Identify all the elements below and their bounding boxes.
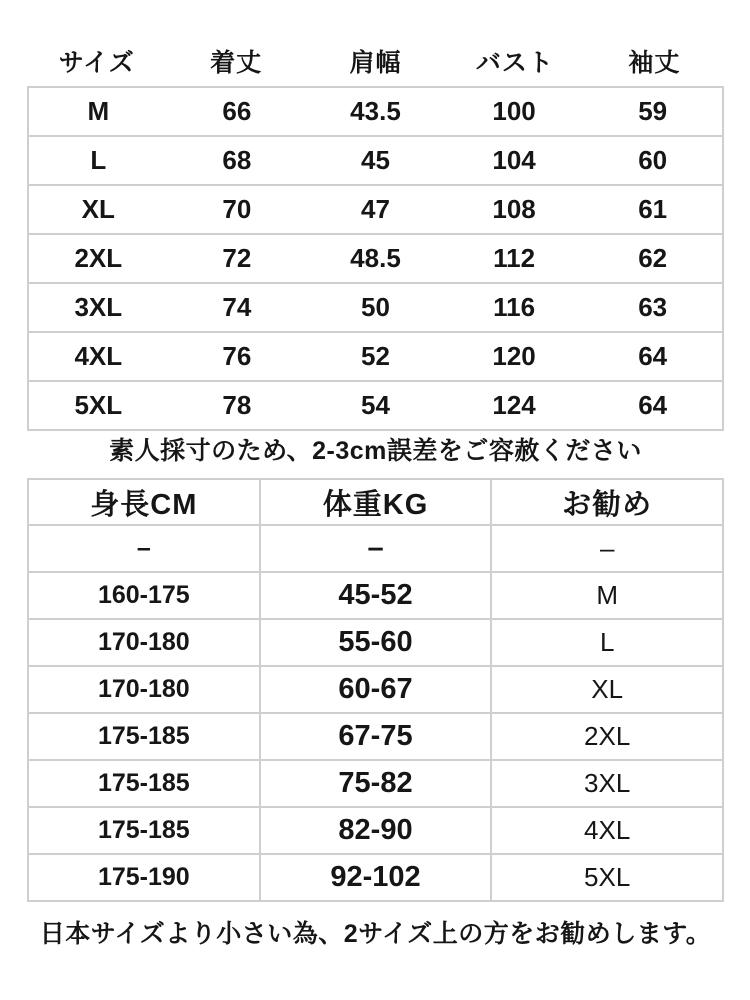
table-cell: 45-52: [259, 573, 491, 618]
table-row: [29, 618, 722, 665]
column-header-bust: バスト: [475, 49, 554, 77]
table-cell: 4XL: [490, 808, 722, 853]
table-cell: L: [90, 145, 107, 175]
table-cell: L: [490, 620, 722, 665]
table-cell: 124: [492, 390, 536, 420]
table-cell: 60-67: [259, 667, 491, 712]
table-row: [29, 233, 722, 282]
table-cell: 70: [222, 194, 252, 224]
column-header-shoulder: 肩幅: [349, 49, 402, 77]
measurement-table: [27, 36, 724, 431]
table-cell: 43.5: [350, 96, 401, 126]
column-header-recommended: お勧め: [490, 480, 722, 524]
table-cell: 104: [492, 145, 536, 175]
table-cell: 61: [638, 194, 668, 224]
table-row: [29, 712, 722, 759]
fit-table-header-row: [29, 480, 722, 524]
table-cell: 52: [361, 341, 390, 371]
column-header-sleeve: 袖丈: [628, 49, 681, 77]
table-cell: –: [490, 526, 722, 571]
table-cell: 60: [638, 145, 668, 175]
table-cell: 3XL: [490, 761, 722, 806]
table-cell: 74: [222, 292, 252, 322]
table-cell: –: [259, 526, 491, 571]
table-row: [29, 331, 722, 380]
table-row: [29, 184, 722, 233]
table-cell: 170-180: [97, 675, 190, 703]
table-cell: 72: [222, 243, 252, 273]
table-cell: 5XL: [490, 855, 722, 900]
table-row: [29, 380, 722, 429]
table-cell: M: [87, 96, 110, 126]
table-cell: 175-185: [97, 816, 190, 844]
japan-size-note: 日本サイズより小さい為、2サイズ上の方をお勧めします。: [39, 920, 712, 948]
table-cell: 175-190: [97, 863, 190, 891]
measurement-table-header-row: [27, 36, 724, 86]
table-cell: 45: [361, 145, 390, 175]
table-cell: XL: [490, 667, 722, 712]
table-cell: 108: [492, 194, 536, 224]
table-row: [29, 665, 722, 712]
table-cell: 160-175: [97, 581, 190, 609]
table-cell: 4XL: [74, 341, 123, 371]
table-cell: 66: [222, 96, 252, 126]
table-cell: 120: [492, 341, 536, 371]
table-cell: 175-185: [97, 722, 190, 750]
table-cell: 47: [361, 194, 390, 224]
table-cell: 2XL: [490, 714, 722, 759]
measurement-disclaimer-note: 素人採寸のため、2-3cm誤差をご容赦ください: [109, 437, 642, 465]
table-cell: 92-102: [259, 855, 491, 900]
column-header-size: サイズ: [58, 49, 135, 77]
table-cell: 116: [493, 292, 536, 322]
fit-recommendation-table: [27, 478, 724, 902]
table-row: [29, 88, 722, 135]
table-row: [29, 853, 722, 900]
table-cell: 76: [222, 341, 252, 371]
table-row: [29, 571, 722, 618]
table-cell: 2XL: [74, 243, 123, 273]
table-cell: 67-75: [259, 714, 491, 759]
table-cell: 100: [492, 96, 536, 126]
table-cell: 112: [493, 243, 536, 273]
table-cell: 64: [638, 341, 668, 371]
table-cell: 50: [361, 292, 390, 322]
table-cell: M: [490, 573, 722, 618]
table-cell: 3XL: [74, 292, 123, 322]
column-header-length: 着丈: [210, 49, 263, 77]
table-cell: 68: [222, 145, 252, 175]
table-row: [29, 524, 722, 571]
table-cell: 62: [638, 243, 668, 273]
table-row: [29, 135, 722, 184]
table-cell: 63: [638, 292, 668, 322]
table-cell: 55-60: [259, 620, 491, 665]
table-cell: 170-180: [97, 628, 190, 656]
table-cell: 78: [222, 390, 252, 420]
column-header-weight: 体重KG: [259, 480, 491, 524]
table-cell: 175-185: [97, 769, 190, 797]
table-cell: 64: [638, 390, 668, 420]
table-cell: 59: [638, 96, 668, 126]
table-cell: 5XL: [74, 390, 123, 420]
table-row: [29, 806, 722, 853]
table-cell: 75-82: [259, 761, 491, 806]
table-cell: –: [136, 534, 151, 562]
table-cell: 54: [361, 390, 390, 420]
measurement-table-body: [27, 86, 724, 431]
table-cell: XL: [81, 194, 115, 224]
table-cell: 48.5: [350, 243, 401, 273]
table-row: [29, 759, 722, 806]
table-row: [29, 282, 722, 331]
table-cell: 82-90: [259, 808, 491, 853]
column-header-height: 身長CM: [90, 488, 198, 521]
